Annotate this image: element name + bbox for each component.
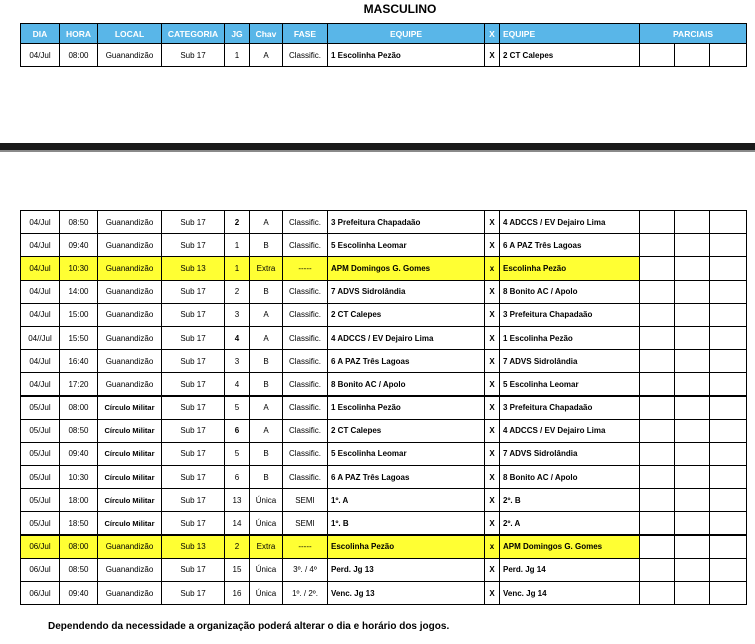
cell-parcial [675,535,710,558]
cell-dia: 05/Jul [21,466,60,489]
cell-parcial [710,535,747,558]
cell-x: X [485,419,500,442]
cell-parcial [675,419,710,442]
cell-chav: B [250,350,283,373]
cell-jg: 4 [225,326,250,349]
cell-categoria: Sub 17 [162,303,225,326]
cell-local: Guanandizão [98,558,162,581]
cell-fase: ----- [283,257,328,280]
cell-chav: B [250,466,283,489]
cell-chav: Extra [250,257,283,280]
cell-fase: Classific. [283,442,328,465]
cell-parcial [640,512,675,535]
cell-categoria: Sub 17 [162,396,225,419]
cell-hora: 08:50 [60,211,98,234]
cell-dia: 06/Jul [21,535,60,558]
cell-parcial [710,234,747,257]
cell-x: X [485,512,500,535]
cell-parcial [640,280,675,303]
cell-equipe-2: 3 Prefeitura Chapadaão [500,303,640,326]
cell-dia: 04/Jul [21,280,60,303]
header-categoria: CATEGORIA [162,24,225,44]
cell-equipe-1: 2 CT Calepes [328,303,485,326]
cell-parcial [710,466,747,489]
table-row [21,489,747,512]
cell-chav: B [250,373,283,396]
cell-parcial [675,44,710,67]
cell-fase: Classific. [283,44,328,67]
cell-jg: 16 [225,582,250,605]
page-title: MASCULINO [363,2,437,16]
cell-parcial [640,303,675,326]
cell-equipe-1: 8 Bonito AC / Apolo [328,373,485,396]
cell-dia: 05/Jul [21,396,60,419]
cell-equipe-1: 1º. A [328,489,485,512]
cell-x: X [485,466,500,489]
cell-local: Guanandizão [98,373,162,396]
cell-fase: 3º. / 4º [283,558,328,581]
table-row [21,442,747,465]
cell-parcial [675,234,710,257]
footnote: Dependendo da necessidade a organização poderá alterar o dia e horário dos jogos. [48,621,450,632]
cell-categoria: Sub 17 [162,211,225,234]
table-row [21,512,747,535]
cell-equipe-2: 8 Bonito AC / Apolo [500,466,640,489]
cell-categoria: Sub 17 [162,280,225,303]
cell-parcial [640,373,675,396]
cell-equipe-2: 2 CT Calepes [500,44,640,67]
cell-jg: 5 [225,442,250,465]
cell-equipe-1: 2 CT Calepes [328,419,485,442]
cell-equipe-2: Escolinha Pezão [500,257,640,280]
cell-dia: 04/Jul [21,234,60,257]
cell-dia: 06/Jul [21,582,60,605]
cell-x: X [485,280,500,303]
cell-local: Círculo Militar [98,466,162,489]
cell-fase: Classific. [283,280,328,303]
cell-fase: SEMI [283,489,328,512]
cell-chav: Única [250,582,283,605]
table-row [21,234,747,257]
cell-hora: 16:40 [60,350,98,373]
cell-fase: Classific. [283,326,328,349]
cell-categoria: Sub 17 [162,326,225,349]
cell-chav: A [250,396,283,419]
table-row [21,211,747,234]
cell-parcial [675,373,710,396]
cell-parcial [640,489,675,512]
cell-parcial [710,257,747,280]
cell-equipe-2: 4 ADCCS / EV Dejairo Lima [500,419,640,442]
cell-parcial [710,373,747,396]
cell-parcial [710,326,747,349]
cell-local: Guanandizão [98,582,162,605]
cell-dia: 04/Jul [21,211,60,234]
cell-categoria: Sub 17 [162,512,225,535]
cell-parcial [640,535,675,558]
cell-parcial [640,234,675,257]
cell-parcial [640,350,675,373]
cell-chav: A [250,326,283,349]
cell-dia: 04/Jul [21,303,60,326]
cell-equipe-1: APM Domingos G. Gomes [328,257,485,280]
header-fase: FASE [283,24,328,44]
cell-fase: Classific. [283,211,328,234]
table-row [21,373,747,396]
header-jg: JG [225,24,250,44]
cell-hora: 18:50 [60,512,98,535]
cell-x: X [485,211,500,234]
cell-hora: 09:40 [60,442,98,465]
cell-parcial [675,512,710,535]
cell-equipe-2: 7 ADVS Sidrolândia [500,442,640,465]
schedule-table [20,210,747,605]
cell-equipe-2: 3 Prefeitura Chapadaão [500,396,640,419]
cell-categoria: Sub 17 [162,466,225,489]
cell-parcial [675,582,710,605]
cell-hora: 09:40 [60,582,98,605]
cell-jg: 3 [225,303,250,326]
cell-local: Círculo Militar [98,396,162,419]
cell-x: X [485,326,500,349]
cell-hora: 08:00 [60,535,98,558]
cell-jg: 15 [225,558,250,581]
cell-jg: 5 [225,396,250,419]
header-dia: DIA [21,24,60,44]
cell-dia: 04/Jul [21,44,60,67]
cell-fase: ----- [283,535,328,558]
cell-jg: 2 [225,211,250,234]
cell-jg: 13 [225,489,250,512]
cell-parcial [675,489,710,512]
cell-hora: 10:30 [60,257,98,280]
cell-jg: 6 [225,466,250,489]
cell-hora: 14:00 [60,280,98,303]
cell-dia: 04//Jul [21,326,60,349]
cell-equipe-2: 4 ADCCS / EV Dejairo Lima [500,211,640,234]
cell-x: X [485,44,500,67]
cell-equipe-1: Perd. Jg 13 [328,558,485,581]
cell-x: X [485,558,500,581]
cell-chav: Única [250,558,283,581]
cell-x: X [485,350,500,373]
cell-parcial [640,558,675,581]
cell-equipe-2: Venc. Jg 14 [500,582,640,605]
cell-dia: 04/Jul [21,257,60,280]
cell-chav: Única [250,489,283,512]
cell-parcial [710,44,747,67]
cell-equipe-1: Venc. Jg 13 [328,582,485,605]
cell-fase: Classific. [283,350,328,373]
cell-chav: Única [250,512,283,535]
cell-categoria: Sub 17 [162,442,225,465]
cell-jg: 3 [225,350,250,373]
cell-fase: Classific. [283,396,328,419]
cell-equipe-1: 1º. B [328,512,485,535]
schedule-header-table [20,23,747,67]
cell-local: Guanandizão [98,234,162,257]
cell-categoria: Sub 13 [162,535,225,558]
cell-local: Guanandizão [98,211,162,234]
cell-equipe-1: 6 A PAZ Três Lagoas [328,466,485,489]
cell-equipe-1: 5 Escolinha Leomar [328,442,485,465]
cell-equipe-2: 2º. A [500,512,640,535]
cell-categoria: Sub 17 [162,558,225,581]
header-equipe-1: EQUIPE [328,24,485,44]
cell-x: x [485,535,500,558]
cell-chav: A [250,303,283,326]
cell-dia: 05/Jul [21,512,60,535]
cell-equipe-2: APM Domingos G. Gomes [500,535,640,558]
section-divider-shadow [0,150,755,152]
cell-parcial [640,257,675,280]
cell-x: X [485,489,500,512]
cell-equipe-1: 1 Escolinha Pezão [328,396,485,419]
cell-parcial [710,350,747,373]
cell-parcial [710,280,747,303]
cell-dia: 04/Jul [21,350,60,373]
cell-chav: A [250,44,283,67]
cell-jg: 14 [225,512,250,535]
cell-hora: 18:00 [60,489,98,512]
cell-x: X [485,373,500,396]
cell-equipe-2: 7 ADVS Sidrolândia [500,350,640,373]
cell-categoria: Sub 17 [162,373,225,396]
cell-parcial [675,257,710,280]
header-chav: Chav [250,24,283,44]
cell-dia: 05/Jul [21,442,60,465]
cell-local: Círculo Militar [98,442,162,465]
table-row [21,303,747,326]
cell-parcial [640,419,675,442]
cell-parcial [675,326,710,349]
cell-fase: SEMI [283,512,328,535]
cell-local: Guanandizão [98,257,162,280]
header-hora: HORA [60,24,98,44]
cell-categoria: Sub 17 [162,419,225,442]
cell-categoria: Sub 17 [162,350,225,373]
cell-jg: 4 [225,373,250,396]
cell-local: Guanandizão [98,326,162,349]
table-row [21,582,747,605]
cell-parcial [710,211,747,234]
cell-hora: 09:40 [60,234,98,257]
cell-equipe-1: Escolinha Pezão [328,535,485,558]
cell-hora: 08:50 [60,419,98,442]
cell-fase: Classific. [283,303,328,326]
cell-parcial [675,303,710,326]
cell-parcial [675,558,710,581]
table-row [21,535,747,558]
cell-chav: Extra [250,535,283,558]
table-row [21,466,747,489]
cell-local: Guanandizão [98,44,162,67]
cell-equipe-1: 5 Escolinha Leomar [328,234,485,257]
cell-parcial [675,211,710,234]
cell-hora: 10:30 [60,466,98,489]
cell-equipe-1: 3 Prefeitura Chapadaão [328,211,485,234]
cell-jg: 1 [225,44,250,67]
cell-x: x [485,257,500,280]
cell-chav: A [250,419,283,442]
cell-equipe-1: 1 Escolinha Pezão [328,44,485,67]
cell-hora: 15:50 [60,326,98,349]
cell-jg: 1 [225,234,250,257]
cell-equipe-1: 4 ADCCS / EV Dejairo Lima [328,326,485,349]
cell-categoria: Sub 17 [162,489,225,512]
cell-categoria: Sub 13 [162,257,225,280]
cell-hora: 17:20 [60,373,98,396]
cell-fase: Classific. [283,419,328,442]
cell-fase: 1º. / 2º. [283,582,328,605]
table-row [21,350,747,373]
section-divider [0,143,755,150]
cell-equipe-2: 8 Bonito AC / Apolo [500,280,640,303]
cell-parcial [710,558,747,581]
cell-jg: 6 [225,419,250,442]
cell-parcial [710,442,747,465]
cell-parcial [675,350,710,373]
header-local: LOCAL [98,24,162,44]
cell-local: Círculo Militar [98,489,162,512]
cell-hora: 08:00 [60,396,98,419]
cell-equipe-2: Perd. Jg 14 [500,558,640,581]
cell-categoria: Sub 17 [162,582,225,605]
cell-fase: Classific. [283,234,328,257]
cell-categoria: Sub 17 [162,44,225,67]
cell-x: X [485,582,500,605]
cell-parcial [710,512,747,535]
table-row [21,419,747,442]
cell-dia: 04/Jul [21,373,60,396]
cell-hora: 15:00 [60,303,98,326]
cell-x: X [485,303,500,326]
cell-parcial [710,582,747,605]
cell-jg: 2 [225,280,250,303]
table-row [21,280,747,303]
table-row [21,558,747,581]
cell-parcial [640,326,675,349]
cell-equipe-2: 2º. B [500,489,640,512]
cell-local: Guanandizão [98,303,162,326]
table-row [21,257,747,280]
table-row [21,44,747,67]
cell-parcial [675,396,710,419]
cell-parcial [640,466,675,489]
cell-chav: B [250,234,283,257]
cell-parcial [675,280,710,303]
cell-dia: 05/Jul [21,489,60,512]
cell-parcial [710,419,747,442]
cell-equipe-1: 6 A PAZ Três Lagoas [328,350,485,373]
header-equipe-2: EQUIPE [500,24,640,44]
cell-parcial [640,44,675,67]
cell-x: X [485,234,500,257]
cell-parcial [710,489,747,512]
cell-hora: 08:50 [60,558,98,581]
cell-parcial [675,442,710,465]
cell-chav: A [250,211,283,234]
cell-local: Círculo Militar [98,419,162,442]
cell-equipe-2: 5 Escolinha Leomar [500,373,640,396]
cell-parcial [640,211,675,234]
cell-chav: B [250,442,283,465]
cell-equipe-1: 7 ADVS Sidrolândia [328,280,485,303]
table-row [21,396,747,419]
cell-dia: 06/Jul [21,558,60,581]
cell-hora: 08:00 [60,44,98,67]
table-row [21,326,747,349]
cell-equipe-2: 6 A PAZ Três Lagoas [500,234,640,257]
cell-parcial [640,582,675,605]
cell-local: Círculo Militar [98,512,162,535]
cell-parcial [675,466,710,489]
cell-x: X [485,396,500,419]
cell-jg: 1 [225,257,250,280]
cell-local: Guanandizão [98,350,162,373]
cell-x: X [485,442,500,465]
cell-local: Guanandizão [98,280,162,303]
header-parciais: PARCIAIS [640,24,747,44]
cell-local: Guanandizão [98,535,162,558]
cell-fase: Classific. [283,466,328,489]
cell-parcial [640,396,675,419]
header-x: X [485,24,500,44]
cell-equipe-2: 1 Escolinha Pezão [500,326,640,349]
cell-jg: 2 [225,535,250,558]
cell-parcial [710,396,747,419]
cell-dia: 05/Jul [21,419,60,442]
cell-chav: B [250,280,283,303]
header-row [21,24,747,44]
cell-parcial [640,442,675,465]
cell-fase: Classific. [283,373,328,396]
cell-parcial [710,303,747,326]
cell-categoria: Sub 17 [162,234,225,257]
